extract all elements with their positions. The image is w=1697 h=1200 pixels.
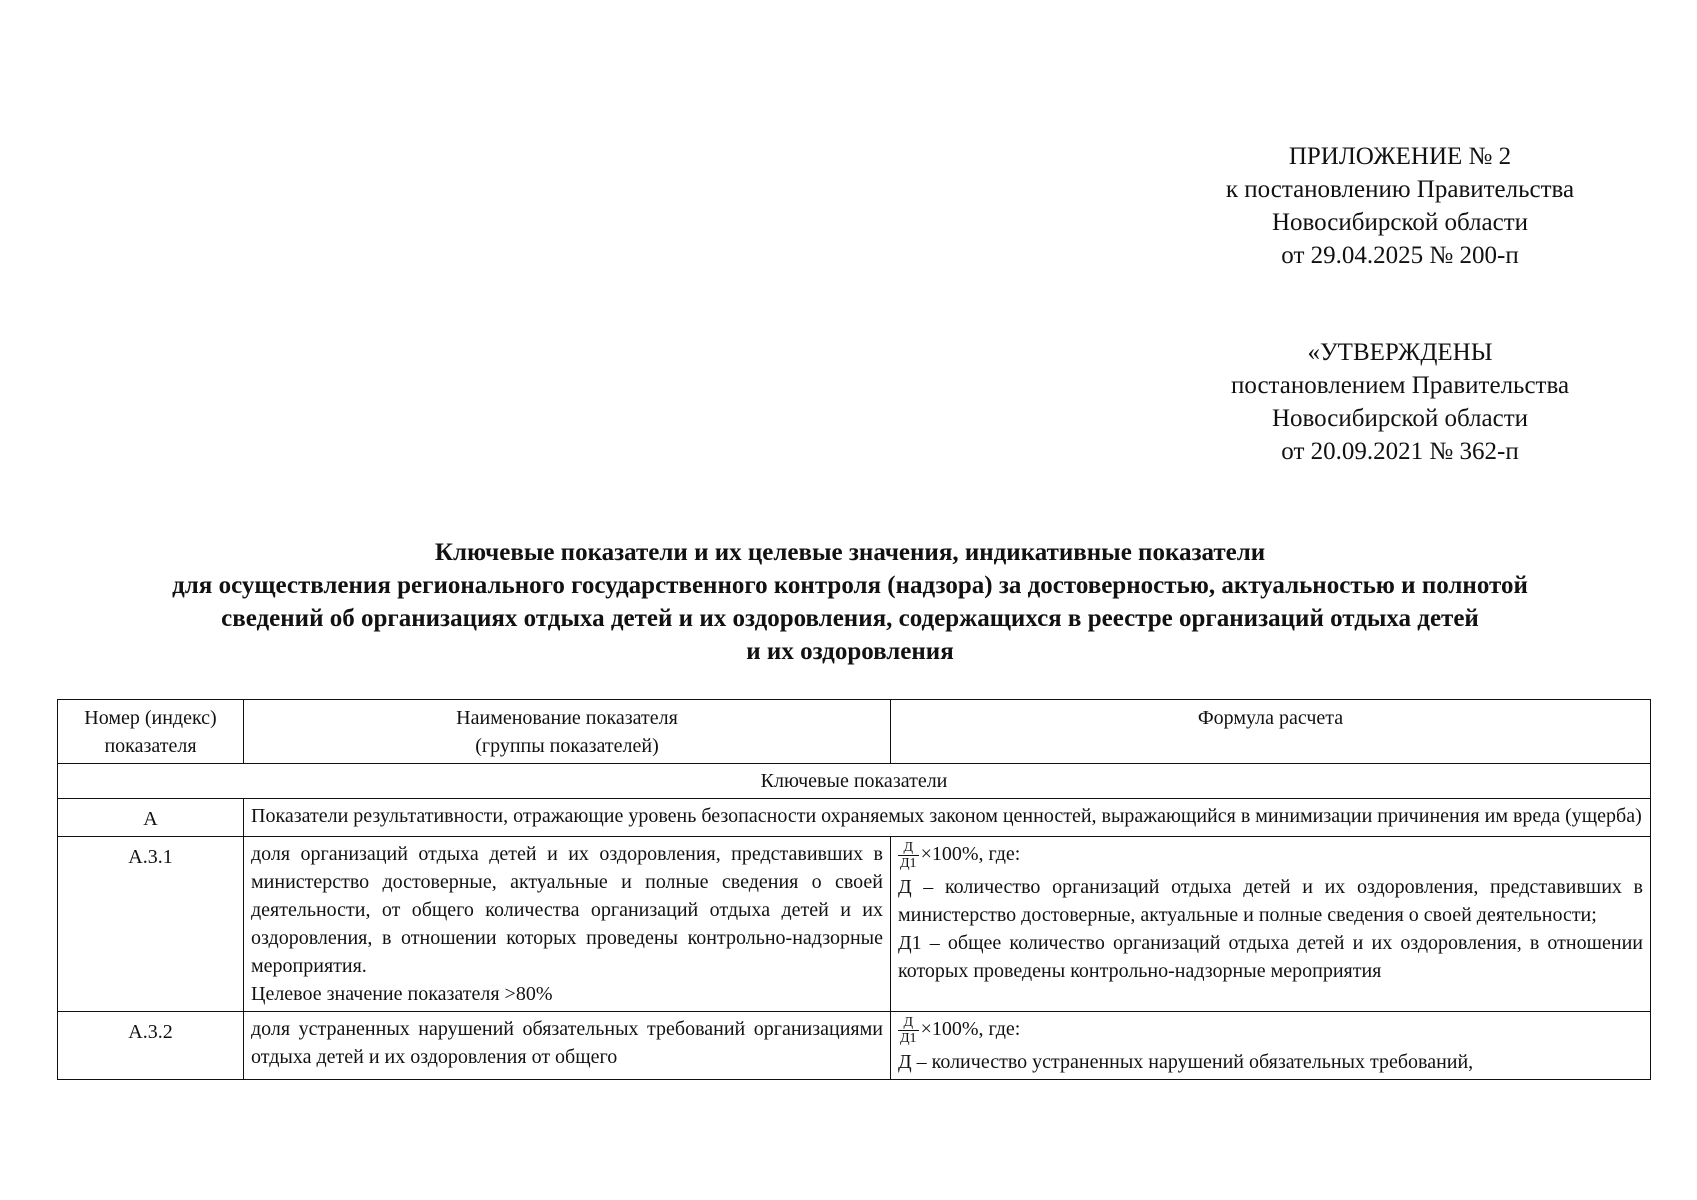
row-index: А.3.1 — [58, 837, 244, 1012]
appendix-line: к постановлению Правительства — [1225, 176, 1575, 203]
header-name-line2: (группы показателей) — [475, 735, 659, 757]
formula-line — [898, 840, 1643, 871]
row-name-text: доля организаций отдыха детей и их оздоровления, представивших в министерство достоверные, актуальные и полные сведения о своей деятельности, от общего количества организаций отдыха детей и их оздоровления, в отношении которых проведены контрольно-надзорные мероприятия. — [251, 843, 883, 977]
appendix-line: Новосибирской области — [1271, 209, 1529, 236]
approved-block — [1140, 336, 1660, 468]
formula-definition: Д – количество организаций отдыха детей и их оздоровления, представивших в министерство достоверные, актуальные и полные сведения о своей деятельности; — [898, 876, 1643, 926]
group-index: А — [58, 799, 244, 837]
row-formula — [891, 837, 1651, 1012]
group-row — [58, 799, 1651, 837]
section-key-indicators: Ключевые показатели — [58, 764, 1651, 799]
indicators-table — [57, 699, 1651, 1080]
row-formula — [891, 1012, 1651, 1080]
approved-line: Новосибирской области — [1271, 405, 1529, 432]
appendix-title: ПРИЛОЖЕНИЕ № 2 — [1288, 143, 1512, 170]
formula-definition: Д – количество устраненных нарушений обязательных требований, — [898, 1051, 1474, 1073]
title-line: Ключевые показатели и их целевые значения, индикативные показатели — [434, 539, 1266, 566]
row-name — [244, 837, 891, 1012]
fraction-numerator: Д — [898, 840, 919, 856]
approved-date: от 20.09.2021 № 362-п — [1281, 438, 1519, 465]
fraction-numerator: Д — [898, 1015, 919, 1031]
table-row — [58, 837, 1651, 1012]
formula-line — [898, 1015, 1643, 1046]
formula-definition: Д1 – общее количество организаций отдыха детей и их оздоровления, в отношении которых проведены контрольно-надзорные мероприятия — [898, 932, 1643, 982]
fraction-denominator: Д1 — [900, 1031, 917, 1046]
appendix-block — [1140, 140, 1660, 272]
formula-tail: ×100%, где: — [920, 1018, 1021, 1041]
title-line: и их оздоровления — [746, 638, 954, 665]
formula-tail: ×100%, где: — [920, 843, 1021, 866]
formula-fraction — [898, 840, 919, 871]
section-row — [58, 764, 1651, 799]
fraction-denominator: Д1 — [900, 856, 917, 871]
appendix-date: от 29.04.2025 № 200-п — [1281, 242, 1519, 269]
header-name-line1: Наименование показателя — [456, 707, 678, 729]
table-row — [58, 1012, 1651, 1080]
header-name — [244, 700, 891, 764]
approved-line: постановлением Правительства — [1230, 372, 1570, 399]
row-target: Целевое значение показателя >80% — [251, 983, 553, 1005]
table-header-row — [58, 700, 1651, 764]
formula-fraction — [898, 1015, 919, 1046]
row-name: доля устраненных нарушений обязательных требований организациями отдыха детей и их оздоровления от общего — [244, 1012, 891, 1080]
header-index: Номер (индекс) показателя — [58, 700, 244, 764]
title-line: для осуществления регионального государственного контроля (надзора) за достоверностью, актуальностью и полнотой — [172, 572, 1528, 599]
group-text: Показатели результативности, отражающие уровень безопасности охраняемых законом ценностей, выражающийся в минимизации причинения им вреда (ущерба) — [244, 799, 1651, 837]
row-index: А.3.2 — [58, 1012, 244, 1080]
approved-title: «УТВЕРЖДЕНЫ — [1307, 339, 1493, 366]
title-line: сведений об организациях отдыха детей и их оздоровления, содержащихся в реестре организаций отдыха детей — [221, 605, 1479, 632]
document-title — [40, 536, 1660, 668]
header-formula: Формула расчета — [891, 700, 1651, 764]
